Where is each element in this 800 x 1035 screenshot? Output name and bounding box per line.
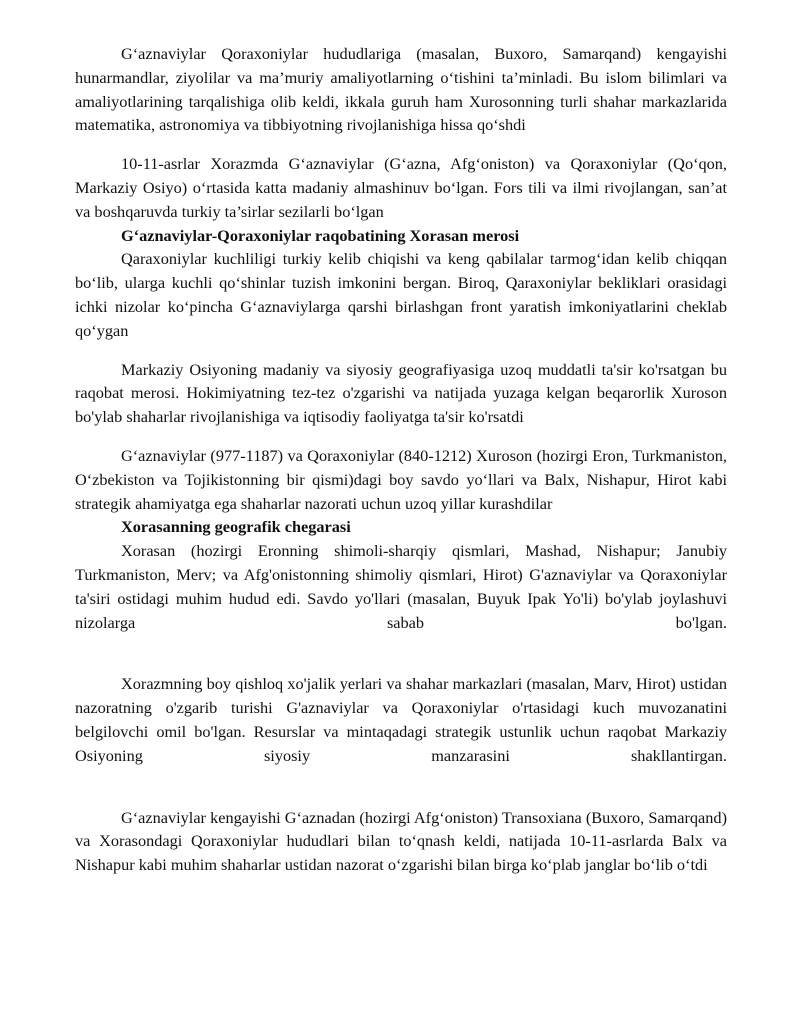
paragraph-2: 10-11-asrlar Xorazmda G‘aznaviylar (G‘azna, Afg‘oniston) va Qoraxoniylar (Qo‘qon, Markaziy Osiyo) o‘rtasida katta madaniy almashinuv bo‘lgan. Fors tili va ilmi rivojlangan, san’at va boshqaruvda turkiy ta’sirlar sezilarli bo‘lgan: [75, 154, 727, 221]
paragraph-5: G‘aznaviylar (977-1187) va Qoraxoniylar (840-1212) Xuroson (hozirgi Eron, Turkmaniston, O‘zbekiston va Tojikistonning bir qismi)dagi boy savdo yo‘llari va Balx, Nishapur, Hirot kabi strategik ahamiyatga ega shaharlar nazorati uchun uzoq yillar kurashdilar: [75, 445, 727, 513]
paragraph-3: Qaraxoniylar kuchliligi turkiy kelib chiqishi va keng qabilalar tarmog‘idan kelib chiqqan bo‘lib, ularga kuchli qo‘shinlar tuzish imkonini bergan. Biroq, Qaraxoniylar bekliklari orasidagi ichki nizolar ko‘pincha G‘aznaviylarga qarshi birlashgan front yaratish imkoniyatlarini cheklab qo‘ygan: [75, 249, 727, 340]
paragraph-7: Xorazmning boy qishloq xo'jalik yerlari va shahar markazlari (masalan, Marv, Hirot) ustidan nazoratning o'zgarib turishi G'aznaviylar va Qoraxoniylar o'rtasidagi kuch muvozanatini belgilovchi omil bo'lgan. Resurslar va mintaqadagi strategik ustunlik uchun raqobat Markaziy Osiyoning siyosiy manzarasini shakllantirgan.: [75, 674, 727, 765]
document-page: [75, 42, 727, 877]
paragraph-6: Xorasan (hozirgi Eronning shimoli-sharqiy qismlari, Mashad, Nishapur; Janubiy Turkmaniston, Merv; va Afg'onistonning shimoliy qismlari, Hirot) G'aznaviylar va Qoraxoniylar ta'siri ostidagi muhim hudud edi. Savdo yo'llari (masalan, Buyuk Ipak Yo'li) bo'ylab joylashuvi nizolarga sabab bo'lgan.: [75, 541, 727, 632]
paragraph-1: G‘aznaviylar Qoraxoniylar hududlariga (masalan, Buxoro, Samarqand) kengayishi hunarmandlar, ziyolilar va ma’muriy amaliyotlarning o‘tishini ta’minladi. Bu islom bilimlari va amaliyotlarining tarqalishiga olib keldi, ikkala guruh ham Xurosonning turli shahar markazlarida matematika, astronomiya va tibbiyotning rivojlanishiga hissa qo‘shdi: [75, 44, 727, 135]
paragraph-8: G‘aznaviylar kengayishi G‘aznadan (hozirgi Afg‘oniston) Transoxiana (Buxoro, Samarqand) va Xorasondagi Qoraxoniylar hududlari bilan to‘qnash keldi, natijada 10-11-asrlarda Balx va Nishapur kabi muhim shaharlar ustidan nazorat o‘zgarishi bilan birga ko‘plab janglar bo‘lib o‘tdi: [75, 807, 727, 875]
section-heading-2: Xorasanning geografik chegarasi: [121, 517, 351, 537]
paragraph-4: Markaziy Osiyoning madaniy va siyosiy geografiyasiga uzoq muddatli ta'sir ko'rsatgan bu raqobat merosi. Hokimiyatning tez-tez o'zgarishi va natijada yuzaga kelgan beqarorlik Xuroson bo'ylab shaharlar rivojlanishiga va iqtisodiy faoliyatga ta'sir ko'rsatdi: [75, 359, 727, 427]
section-heading-1: G‘aznaviylar-Qoraxoniylar raqobatining Xorasan merosi: [121, 225, 520, 245]
